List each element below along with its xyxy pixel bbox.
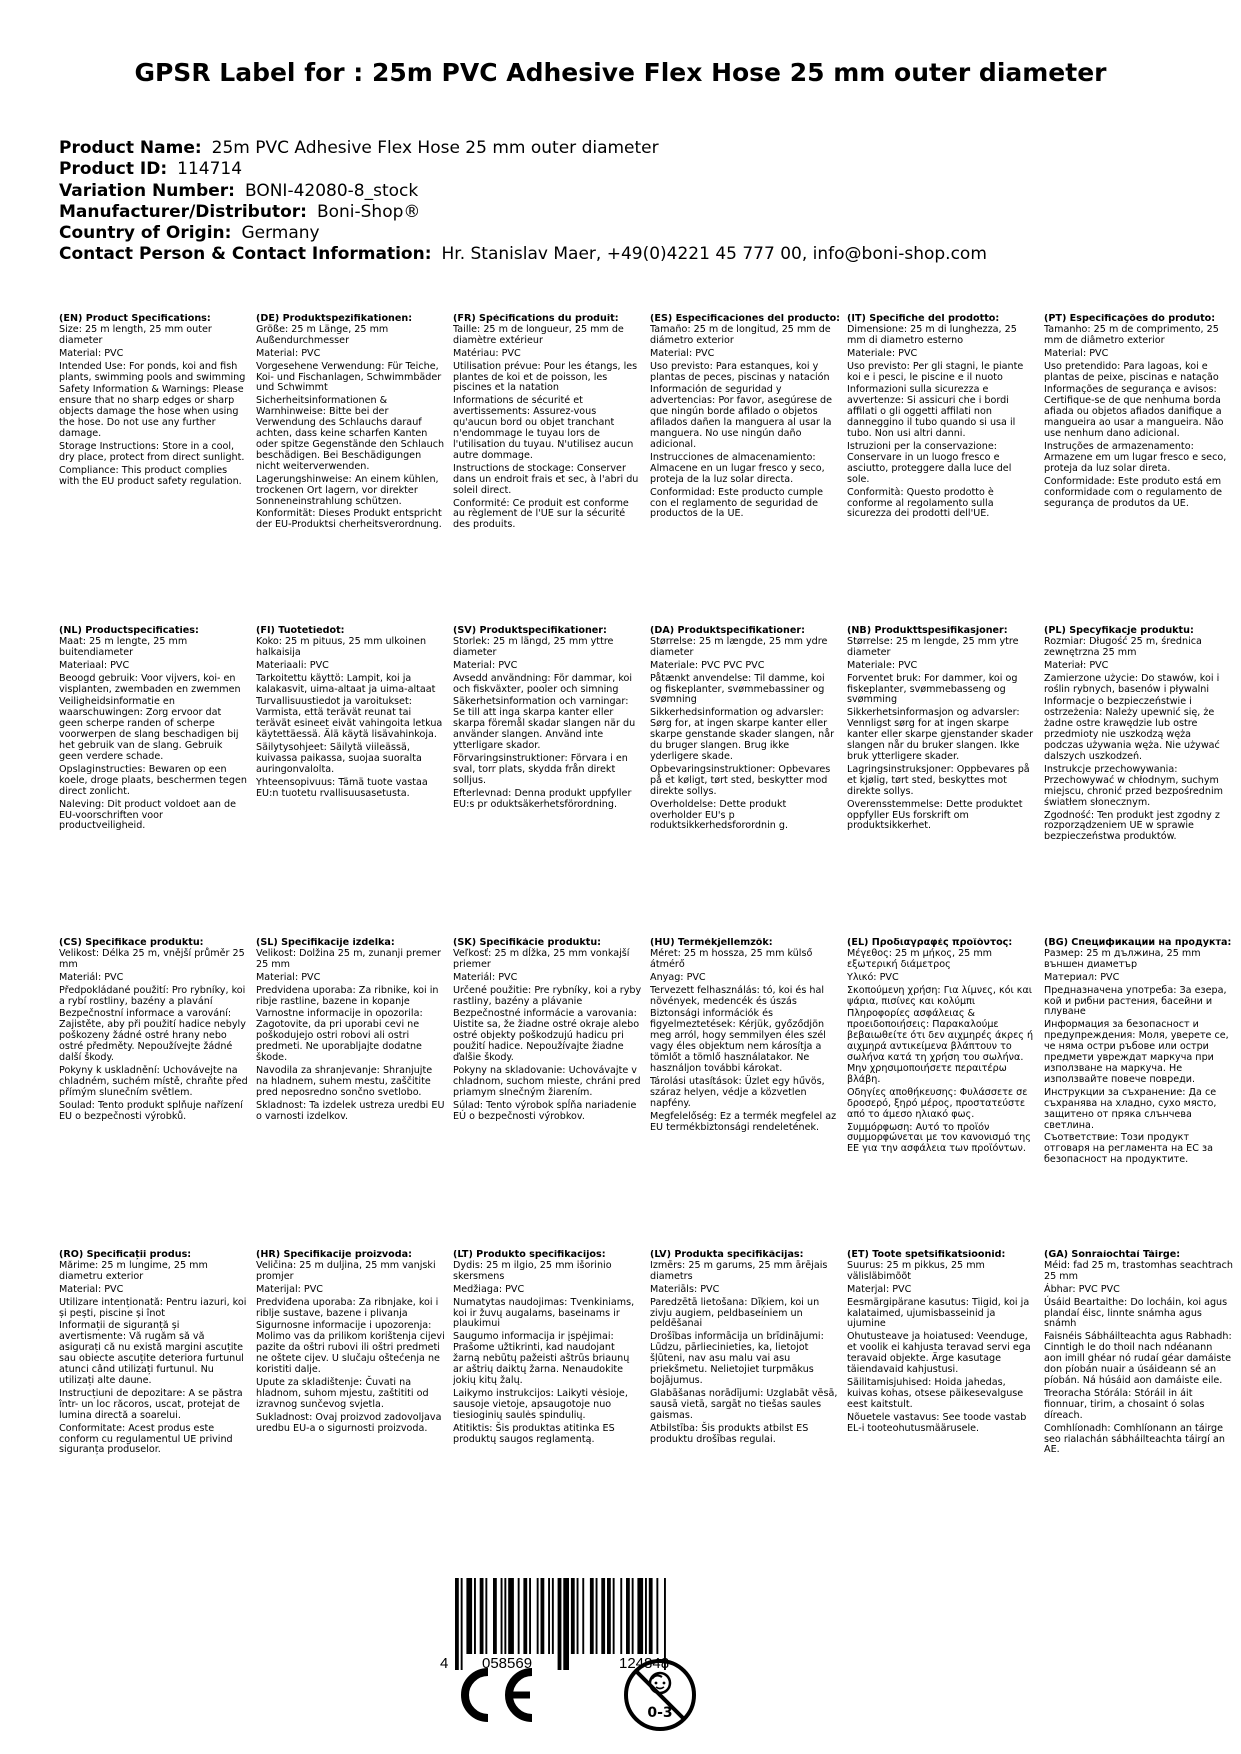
spec-paragraph: Size: 25 m length, 25 mm outer diameter	[59, 323, 212, 346]
spec-block	[650, 314, 847, 626]
spec-paragraph: Atitiktis: Šis produktas atitinka ES produktų saugos reglamentą.	[453, 1422, 615, 1445]
spec-paragraph: Safety Information & Warnings: Please ensure that no sharp edges or sharp objects damage the hose when using the hose. Do not use any further damage.	[59, 384, 244, 440]
barcode-bar	[541, 1578, 545, 1654]
barcode-bar	[504, 1578, 506, 1654]
spec-paragraph: Maat: 25 m lengte, 25 mm buitendiameter	[59, 635, 188, 658]
info-contact	[59, 244, 1199, 265]
spec-heading: (LT) Produkto specifikacijos:	[453, 1250, 606, 1260]
barcode-bar	[649, 1578, 653, 1654]
spec-block	[59, 1250, 256, 1562]
spec-block	[453, 1250, 650, 1562]
spec-block	[453, 938, 650, 1250]
info-value: BONI-42080-8_stock	[244, 180, 419, 201]
spec-heading: (SL) Specifikacije izdelka:	[256, 938, 395, 948]
spec-paragraph: Treoracha Stórála: Stóráil in áit fionnuar, tirim, a chosaint ó solas díreach.	[1044, 1387, 1205, 1421]
spec-paragraph: Skladnost: Ta izdelek ustreza uredbi EU o varnosti izdelkov.	[256, 1099, 445, 1122]
spec-paragraph: Mărime: 25 m lungime, 25 mm diametru exterior	[59, 1259, 208, 1282]
spec-paragraph: Comhlíonadh: Comhlíonann an táirge seo rialachán sábháilteachta táirgí an AE.	[1044, 1422, 1225, 1456]
spec-paragraph: Informações de segurança e avisos: Certifique-se de que nenhuma borda afiada ou objetos afiados danifique a mangueira ao usar a mangueira. Não use nenhum dano adicional.	[1044, 384, 1224, 440]
spec-paragraph: Συμμόρφωση: Αυτό το προϊόν συμμορφώνεται με τον κανονισμό της ΕΕ για την ασφάλεια των προϊόντων.	[847, 1121, 1031, 1155]
barcode-bar	[474, 1578, 476, 1654]
spec-heading: (BG) Спецификации на продукта:	[1044, 938, 1232, 948]
spec-paragraph: Istruzioni per la conservazione: Conservare in un luogo fresco e asciutto, proteggere dalla luce del sole.	[847, 440, 1012, 485]
spec-heading: (CS) Specifikace produktu:	[59, 938, 204, 948]
info-label: Manufacturer/Distributor:	[59, 201, 307, 222]
barcode-bar	[537, 1578, 539, 1654]
spec-paragraph: Forventet bruk: For dammer, koi og fiskeplanter, svømmebasseng og svømming	[847, 672, 1018, 706]
spec-paragraph: Tamanho: 25 m de comprimento, 25 mm de diâmetro exterior	[1044, 323, 1219, 346]
spec-paragraph: Material: PVC	[650, 347, 715, 359]
spec-paragraph: Material: PVC	[256, 971, 321, 983]
spec-paragraph: Medžiaga: PVC	[453, 1283, 525, 1295]
spec-grid	[59, 314, 1233, 1562]
spec-paragraph: Materiāls: PVC	[650, 1283, 720, 1295]
spec-heading: (ET) Toote spetsifikatsioonid:	[847, 1250, 1006, 1260]
spec-paragraph: Påtænkt anvendelse: Til damme, koi og fiskeplanter, svømmebassiner og svømning	[650, 672, 825, 706]
spec-paragraph: Nõuetele vastavus: See toode vastab EL-i tooteohutusmäärusele.	[847, 1411, 1027, 1434]
spec-heading: (EN) Product Specifications:	[59, 314, 211, 324]
barcode-bar	[626, 1578, 630, 1654]
info-product-id	[59, 159, 1199, 180]
spec-block	[650, 626, 847, 938]
spec-paragraph: Compliance: This product complies with the EU product safety regulation.	[59, 464, 242, 487]
spec-paragraph: Säkerhetsinformation och varningar: Se till att inga skarpa kanter eller skarpa föremål skadar slangen när du använder slangen. Använd inte ytterligare skador.	[453, 696, 636, 752]
spec-paragraph: Σκοπούμενη χρήση: Για λίμνες, κόι και ψάρια, πισίνες και κολύμπι	[847, 984, 1033, 1007]
info-value: Hr. Stanislav Maer, +49(0)4221 45 777 00, info@boni-shop.com	[441, 244, 987, 265]
barcode-bar	[613, 1578, 615, 1654]
spec-paragraph: Materiál: PVC	[453, 971, 518, 983]
spec-paragraph: Anyag: PVC	[650, 971, 706, 983]
spec-heading: (NL) Productspecificaties:	[59, 626, 199, 636]
spec-heading: (RO) Specificații produs:	[59, 1250, 192, 1260]
spec-paragraph: Saugumo informacija ir įspėjimai: Prašome užtikrinti, kad naudojant žarną nebūtų pažeisti aštrūs briaunų ar aštrių daiktų žarna. Nenaudokite jokių kitų žalų.	[453, 1331, 630, 1386]
spec-paragraph: Conformidad: Este producto cumple con el reglamento de seguridad de productos de la UE.	[650, 486, 823, 520]
spec-paragraph: Matériau: PVC	[453, 347, 521, 359]
spec-paragraph: Materjal: PVC	[847, 1283, 912, 1295]
spec-paragraph: Sikkerhedsinformation og advarsler: Sørg for, at ingen skarpe kanter eller skarpe genstande skader slangen, når du bruger slangen. Brug ikke yderligere skade.	[650, 707, 835, 762]
spec-paragraph: Koko: 25 m pituus, 25 mm ulkoinen halkaisija	[256, 635, 427, 658]
spec-block	[847, 314, 1044, 626]
spec-paragraph: Tervezett felhasználás: tó, koi és hal növények, medencék és úszás	[650, 984, 824, 1007]
spec-block	[650, 938, 847, 1250]
info-label: Product Name:	[59, 138, 202, 158]
spec-paragraph: Zamierzone użycie: Do stawów, koi i roślin rybnych, basenów i pływalni	[1044, 672, 1220, 695]
spec-heading: (PL) Specyfikacje produktu:	[1044, 626, 1194, 636]
barcode-bar	[493, 1578, 497, 1654]
barcode-bar	[590, 1578, 594, 1654]
spec-paragraph: Lagerungshinweise: An einem kühlen, trockenen Ort lagern, vor direkter Sonneneinstrahlung schützen.	[256, 473, 439, 507]
spec-paragraph: Taille: 25 m de longueur, 25 mm de diamètre extérieur	[453, 323, 624, 346]
spec-paragraph: Größe: 25 m Länge, 25 mm Außendurchmesser	[256, 323, 389, 346]
spec-paragraph: Instrucțiuni de depozitare: A se păstra într- un loc răcoros, uscat, protejat de lumina directă a soarelui.	[59, 1387, 243, 1421]
spec-paragraph: Vorgesehene Verwendung: Für Teiche, Koi- und Fischanlagen, Schwimmbäder und Schwimmt	[256, 360, 442, 394]
spec-paragraph: Drošības informācija un brīdinājumi: Lūdzu, pārliecinieties, ka, lietojot šļūteni, nav asu malu vai asu priekšmetu. Nelietojiet turpmākus bojājumus.	[650, 1331, 824, 1386]
spec-paragraph: Velikost: Dolžina 25 m, zunanji premer 25 mm	[256, 947, 441, 970]
spec-block	[650, 1250, 847, 1562]
spec-paragraph: Súlad: Tento výrobok spĺňa nariadenie EÚ o bezpečnosti výrobkov.	[453, 1099, 637, 1122]
spec-paragraph: Materiál: PVC	[59, 971, 124, 983]
barcode-bar	[485, 1578, 487, 1654]
info-label: Country of Origin:	[59, 223, 232, 244]
info-value: Boni-Shop®	[316, 201, 421, 222]
spec-paragraph: Uso pretendido: Para lagoas, koi e plantas de peixe, piscinas e natação	[1044, 360, 1219, 383]
spec-paragraph: Ohutusteave ja hoiatused: Veenduge, et voolik ei kahjusta teravad servi ega teravaid objekte. Ärge kasutage täiendavaid kahjustusi.	[847, 1331, 1031, 1376]
barcode-bar	[645, 1578, 647, 1654]
spec-paragraph: Yhteensopivuus: Tämä tuote vastaa EU:n tuotetu rvallisuusasetusta.	[256, 776, 428, 799]
spec-paragraph: Informazioni sulla sicurezza e avvertenze: Si assicuri che i bordi affilati o gli oggetti affilati non danneggino il tubo quando si usa il tubo. Non usi altri danni.	[847, 384, 1016, 440]
spec-paragraph: Informations de sécurité et avertissements: Assurez-vous qu'aucun bord ou objet tranchant n'endommage le tuyau lors de l'utilisation du tuyau. N'utilisez aucun autre dommage.	[453, 395, 634, 461]
spec-paragraph: Varnostne informacije in opozorila: Zagotovite, da pri uporabi cevi ne poškodujejo ostri robovi ali ostri predmeti. Ne uporabljajte dodatne škode.	[256, 1008, 423, 1064]
spec-paragraph: Materiał: PVC	[1044, 659, 1109, 671]
spec-paragraph: Sicherheitsinformationen & Warnhinweise: Bitte bei der Verwendung des Schlauchs darauf achten, dass keine scharfen Kanten oder spitze Gegenstände den Schlauch beschädigen. Bei Beschädigungen nicht weiterverwenden.	[256, 395, 445, 472]
spec-paragraph: Bezpečnostné informácie a varovania: Uistite sa, že žiadne ostré okraje alebo ostré objekty poškodzujú hadicu pri použití hadice. Nepoužívajte žiadne ďalšie škody.	[453, 1008, 640, 1064]
barcode-bar	[620, 1578, 622, 1654]
spec-paragraph: Naleving: Dit product voldoet aan de EU-voorschriften voor productveiligheid.	[59, 798, 236, 832]
spec-block	[59, 938, 256, 1250]
info-label: Contact Person & Contact Information:	[59, 244, 432, 265]
spec-paragraph: Οδηγίες αποθήκευσης: Φυλάσσετε σε δροσερό, ξηρό μέρος, προστατεύστε από το άμεσο ηλιακό φως.	[847, 1086, 1028, 1120]
spec-paragraph: Soulad: Tento produkt splňuje nařízení EU o bezpečnosti výrobků.	[59, 1099, 243, 1122]
barcode-digit-prefix: 4	[440, 1655, 449, 1672]
spec-paragraph: Méid: fad 25 m, trastomhas seachtrach 25 mm	[1044, 1259, 1233, 1282]
info-label: Variation Number:	[59, 180, 235, 201]
spec-paragraph: Инструкции за съхранение: Да се съхранява на хладно, сухо място, защитено от пряка слънчева светлина.	[1044, 1086, 1217, 1131]
spec-paragraph: Instrukcje przechowywania: Przechowywać w chłodnym, suchym miejscu, chronić przed bezpośrednim światłem słonecznym.	[1044, 763, 1223, 808]
spec-paragraph: Materiaali: PVC	[256, 659, 329, 671]
barcode-bar	[480, 1578, 484, 1654]
spec-block	[1044, 938, 1241, 1250]
spec-heading: (SK) Špecifikácie produktu:	[453, 938, 602, 948]
barcode-bar	[601, 1578, 605, 1654]
spec-paragraph: Veiligheidsinformatie en waarschuwingen: Zorg ervoor dat geen scherpe randen of scherpe voorwerpen de slang beschadigen bij het gebruik van de slang. Gebruik geen verdere schade.	[59, 696, 239, 762]
spec-paragraph: Avsedd användning: För dammar, koi och fiskväxter, pooler och simning	[453, 672, 633, 695]
barcode-digit-left: 058569	[482, 1655, 533, 1672]
spec-paragraph: Tamaño: 25 m de longitud, 25 mm de diámetro exterior	[650, 323, 831, 346]
spec-block	[1044, 1250, 1241, 1562]
spec-paragraph: Pokyny k uskladnění: Uchovávejte na chladném, suchém místě, chraňte před přímým slunečním světlem.	[59, 1064, 248, 1098]
spec-paragraph: Materijal: PVC	[256, 1283, 323, 1295]
spec-paragraph: Méret: 25 m hossza, 25 mm külső átmérő	[650, 947, 813, 970]
spec-paragraph: Faisnéis Sábháilteachta agus Rabhadh: Cinntigh le do thoil nach ndéanann aon imill ghéar nó rudaí géar damáiste don píobán nuair a úsáideann sé an píobán. Ná húsáid aon damáiste eile.	[1044, 1331, 1232, 1386]
spec-paragraph: Dimensione: 25 m di lunghezza, 25 mm di diametro esterno	[847, 323, 1017, 346]
spec-paragraph: Conformità: Questo prodotto è conforme al regolamento sulla sicurezza dei prodotti dell'UE.	[847, 486, 994, 520]
spec-paragraph: Overensstemmelse: Dette produktet oppfyller EUs forskrift om produktsikkerhet.	[847, 798, 1023, 832]
spec-paragraph: Predviđena uporaba: Za ribnjake, koi i riblje sustave, bazene i plivanja	[256, 1296, 439, 1319]
spec-paragraph: Opbevaringsinstruktioner: Opbevares på et køligt, tørt sted, beskytter mod direkte sollys.	[650, 763, 831, 797]
barcode-bar	[632, 1578, 634, 1654]
spec-paragraph: Konformität: Dieses Produkt entspricht der EU-Produktsi cherheitsverordnung.	[256, 508, 442, 531]
spec-paragraph: Conformidade: Este produto está em conformidade com o regulamento de segurança de produtos da UE.	[1044, 475, 1223, 509]
info-manufacturer	[59, 202, 1199, 223]
spec-paragraph: Předpokládané použití: Pro rybníky, koi a rybí rostliny, bazény a plavání	[59, 984, 246, 1007]
spec-paragraph: Tárolási utasítások: Üzlet egy hűvös, száraz helyen, védje a közvetlen napfény.	[650, 1075, 825, 1109]
info-country	[59, 223, 1199, 244]
spec-paragraph: Predvidena uporaba: Za ribnike, koi in ribje rastline, bazene in kopanje	[256, 984, 439, 1007]
spec-paragraph: Materiale: PVC PVC PVC	[650, 659, 765, 671]
spec-paragraph: Paredzētā lietošana: Dīķiem, koi un zivju augiem, peldbaseiniem un peldēšanai	[650, 1296, 820, 1330]
spec-paragraph: Zgodność: Ten produkt jest zgodny z rozporządzeniem UE w sprawie bezpieczeństwa produktów.	[1044, 809, 1220, 843]
spec-heading: (DE) Produktspezifikationen:	[256, 314, 413, 324]
barcode-bar	[466, 1578, 472, 1654]
barcode-bar	[596, 1578, 598, 1654]
spec-paragraph: Navodila za shranjevanje: Shranjujte na hladnem, suhem mestu, zaščitite pred neposredno sončno svetlobo.	[256, 1064, 433, 1098]
barcode-bar	[529, 1578, 531, 1654]
spec-paragraph: Velikost: Délka 25 m, vnější průměr 25 mm	[59, 947, 245, 970]
spec-block	[453, 626, 650, 938]
spec-paragraph: Materiaal: PVC	[59, 659, 130, 671]
spec-paragraph: Turvallisuustiedot ja varoitukset: Varmista, että terävät reunat tai terävät esineet eivät vahingoita letkua käytettäessä. Älä käytä lisävahinkoja.	[256, 696, 443, 741]
spec-paragraph: Förvaringsinstruktioner: Förvara i en sval, torr plats, skydda från direkt solljus.	[453, 752, 628, 786]
spec-paragraph: Uso previsto: Per gli stagni, le piante koi e i pesci, le piscine e il nuoto	[847, 360, 1024, 383]
barcode-bar	[523, 1578, 527, 1654]
page-title: GPSR Label for : 25m PVC Adhesive Flex Hose 25 mm outer diameter	[134, 58, 1107, 87]
barcode-bar	[607, 1578, 611, 1654]
barcode-bar	[552, 1578, 554, 1654]
spec-paragraph: Предназначена употреба: За езера, кой и рибни растения, басейни и плуване	[1044, 984, 1227, 1018]
spec-block	[256, 1250, 453, 1562]
spec-paragraph: Veľkosť: 25 m dĺžka, 25 mm vonkajší priemer	[453, 947, 630, 970]
spec-heading: (LV) Produkta specifikācijas:	[650, 1250, 804, 1260]
info-variation-number	[59, 181, 1199, 202]
spec-paragraph: Opslaginstructies: Bewaren op een koele, droge plaats, beschermen tegen direct zonlicht.	[59, 763, 247, 797]
barcode-digit-right: 124848	[619, 1655, 670, 1672]
spec-paragraph: Beoogd gebruik: Voor vijvers, koi- en visplanten, zwembaden en zwemmen	[59, 672, 241, 695]
spec-heading: (HU) Termékjellemzők:	[650, 938, 773, 948]
spec-paragraph: Material: PVC	[59, 1283, 124, 1295]
spec-paragraph: Overholdelse: Dette produkt overholder EU's p roduktsikkerhedsforordnin g.	[650, 798, 789, 832]
info-value: 114714	[177, 159, 243, 180]
barcode-bar	[637, 1578, 643, 1654]
info-label: Product ID:	[59, 159, 168, 180]
spec-paragraph: Съответствие: Този продукт отговаря на регламента на ЕС за безопасност на продуктите.	[1044, 1132, 1213, 1166]
spec-paragraph: Material: PVC	[1044, 347, 1109, 359]
spec-paragraph: Určené použitie: Pre rybníky, koi a ryby rastliny, bazény a plávanie	[453, 984, 642, 1007]
spec-paragraph: Størrelse: 25 m længde, 25 mm ydre diameter	[650, 635, 828, 658]
spec-paragraph: Информация за безопасност и предупреждения: Моля, уверете се, че няма остри ръбове или остри предмети увреждат маркуча при използване на маркуча. Не използвайте повече повреди.	[1044, 1019, 1229, 1085]
spec-paragraph: Conformitate: Acest produs este conform cu regulamentul UE privind siguranța produselor.	[59, 1422, 233, 1456]
spec-paragraph: Izmērs: 25 m garums, 25 mm ārējais diametrs	[650, 1259, 828, 1282]
spec-block	[256, 314, 453, 626]
spec-paragraph: Dydis: 25 m ilgio, 25 mm išorinio skersmens	[453, 1259, 612, 1282]
spec-heading: (GA) Sonraíochtaí Táirge:	[1044, 1250, 1181, 1260]
spec-block	[847, 1250, 1044, 1562]
spec-heading: (NB) Produkttspesifikasjoner:	[847, 626, 1008, 636]
svg-text:0-3: 0-3	[647, 1705, 673, 1721]
spec-heading: (SV) Produktspecifikationer:	[453, 626, 607, 636]
spec-paragraph: Material: PVC	[453, 659, 518, 671]
spec-paragraph: Säilitamisjuhised: Hoida jahedas, kuivas kohas, otsese päikesevalguse eest kaitstult.	[847, 1376, 1024, 1410]
spec-paragraph: Numatytas naudojimas: Tvenkiniams, koi ir žuvų augalams, baseinams ir plaukimui	[453, 1296, 635, 1330]
spec-paragraph: Μέγεθος: 25 m μήκος, 25 mm εξωτερική διάμετρος	[847, 947, 993, 970]
barcode-bar	[577, 1578, 579, 1654]
barcode-bar	[548, 1578, 550, 1654]
spec-block	[847, 626, 1044, 938]
barcode-bar	[571, 1578, 575, 1654]
spec-paragraph: Laikymo instrukcijos: Laikyti vėsioje, sausoje vietoje, apsaugotoje nuo tiesioginių saulės spindulių.	[453, 1387, 628, 1421]
spec-block	[59, 626, 256, 938]
spec-paragraph: Megfelelőség: Ez a termék megfelel az EU termékbiztonsági rendeletének.	[650, 1110, 837, 1133]
spec-paragraph: Størrelse: 25 m lengde, 25 mm ytre diameter	[847, 635, 1019, 658]
spec-paragraph: Utilizare intenționată: Pentru iazuri, koi și pești, piscine și înot	[59, 1296, 247, 1319]
spec-paragraph: Instruções de armazenamento: Armazene em um lugar fresco e seco, proteja da luz solar direta.	[1044, 440, 1227, 474]
spec-heading: (EL) Προδιαγραφές προϊόντος:	[847, 938, 1013, 948]
spec-paragraph: Efterlevnad: Denna produkt uppfyller EU:s pr oduktsäkerhetsförordning.	[453, 787, 632, 810]
spec-paragraph: Material: PVC	[256, 347, 321, 359]
spec-paragraph: Pokyny na skladovanie: Uchovávajte v chladnom, suchom mieste, chráni pred priamym slnečným žiarením.	[453, 1064, 641, 1098]
spec-paragraph: Atbilstība: Šis produkts atbilst ES produktu drošības regulai.	[650, 1422, 809, 1445]
spec-paragraph: Materiale: PVC	[847, 659, 918, 671]
ce-mark-icon	[452, 1664, 538, 1726]
spec-heading: (DA) Produktspecifikationer:	[650, 626, 805, 636]
spec-block	[1044, 314, 1241, 626]
spec-paragraph: Lagringsinstruksjoner: Oppbevares på et kjølig, tørt sted, beskyttes mot direkte sollys.	[847, 763, 1030, 797]
info-value: 25m PVC Adhesive Flex Hose 25 mm outer diameter	[211, 138, 659, 158]
info-product-name	[59, 138, 1199, 159]
spec-paragraph: Υλικό: PVC	[847, 971, 899, 983]
age-warning-0-3-icon	[622, 1657, 698, 1733]
spec-paragraph: Materiale: PVC	[847, 347, 918, 359]
spec-paragraph: Rozmiar: Długość 25 m, średnica zewnętrzna 25 mm	[1044, 635, 1202, 658]
spec-paragraph: Ábhar: PVC PVC	[1044, 1283, 1120, 1295]
spec-block	[256, 938, 453, 1250]
spec-paragraph: Sigurnosne informacije i upozorenja: Molimo vas da prilikom korištenja cijevi pazite da oštri rubovi ili oštri predmeti ne oštete cijev. U slučaju oštećenja ne koristiti dalje.	[256, 1320, 445, 1376]
spec-block	[256, 626, 453, 938]
spec-block	[59, 314, 256, 626]
spec-block	[453, 314, 650, 626]
spec-paragraph: Πληροφορίες ασφάλειας & προειδοποιήσεις: Παρακαλούμε βεβαιωθείτε ότι δεν αιχμηρές άκρες ή αιχμηρά αντικείμενα βλάπτουν το σωλήνα κατά τη χρήση του σωλήνα. Μην χρησιμοποιήσετε περαιτέρω βλάβη.	[847, 1008, 1034, 1085]
spec-heading: (PT) Especificações do produto:	[1044, 314, 1216, 324]
spec-block	[1044, 626, 1241, 938]
spec-paragraph: Storlek: 25 m längd, 25 mm yttre diameter	[453, 635, 614, 658]
spec-paragraph: Veličina: 25 m duljina, 25 mm vanjski promjer	[256, 1259, 436, 1282]
spec-paragraph: Informacje o bezpieczeństwie i ostrzeżenia: Należy upewnić się, że żadne ostre krawędzie lub ostre przedmioty nie uszkodzą węża podczas używania węża. Nie używać dalszych uszkodzeń.	[1044, 696, 1220, 762]
spec-paragraph: Informații de siguranță și avertismente: Vă rugăm să vă asigurați că nu există margini ascuțite sau obiecte ascuțite deteriora furtunul atunci când utilizați furtunul. Nu utilizați alte daune.	[59, 1320, 244, 1386]
spec-paragraph: Biztonsági információk és figyelmeztetések: Kérjük, győződjön meg arról, hogy semmilyen éles szél vagy éles objektum nem károsítja a tömlőt a tömlő használatakor. Ne használjon további károkat.	[650, 1008, 826, 1074]
spec-paragraph: Upute za skladištenje: Čuvati na hladnom, suhom mjestu, zaštititi od izravnog sunčevog svjetla.	[256, 1376, 429, 1410]
barcode-bar	[656, 1578, 658, 1654]
product-info	[59, 138, 1199, 266]
spec-paragraph: Instrucciones de almacenamiento: Almacene en un lugar fresco y seco, proteja de la luz solar directa.	[650, 451, 825, 485]
spec-block	[847, 938, 1044, 1250]
spec-paragraph: Материал: PVC	[1044, 971, 1120, 983]
spec-paragraph: Úsáid Beartaithe: Do locháin, koi agus plandaí éisc, linnte snámha agus snámh	[1044, 1296, 1228, 1330]
spec-paragraph: Eesmärgipärane kasutus: Tiigid, koi ja kalataimed, ujumisbasseinid ja ujumine	[847, 1296, 1030, 1330]
spec-paragraph: Размер: 25 m дължина, 25 mm външен диаметър	[1044, 947, 1201, 970]
barcode-bar	[508, 1578, 514, 1654]
spec-paragraph: Glabāšanas norādījumi: Uzglabāt vēsā, sausā vietā, sargāt no tiešas saules gaismas.	[650, 1387, 838, 1421]
spec-heading: (FI) Tuotetiedot:	[256, 626, 345, 636]
spec-paragraph: Material: PVC	[59, 347, 124, 359]
spec-paragraph: Suurus: 25 m pikkus, 25 mm välisläbimõõt	[847, 1259, 985, 1282]
spec-paragraph: Conformité: Ce produit est conforme au règlement de l'UE sur la sécurité des produits.	[453, 497, 629, 531]
info-value: Germany	[241, 223, 320, 244]
spec-paragraph: Información de seguridad y advertencias: Por favor, asegúrese de que ningún borde afilado o objetos afilados dañen la manguera al usar la manguera. No use ningún daño adicional.	[650, 384, 833, 450]
barcode-bar	[518, 1578, 520, 1654]
spec-paragraph: Säilytysohjeet: Säilytä viileässä, kuivassa paikassa, suojaa suoralta auringonvalolta.	[256, 742, 422, 775]
spec-paragraph: Sikkerhetsinformasjon og advarsler: Vennligst sørg for at ingen skarpe kanter eller skarpe gjenstander skader slangen når du bruker slangen. Ikke bruk ytterligere skader.	[847, 707, 1034, 762]
barcode-bar	[501, 1578, 503, 1654]
spec-paragraph: Bezpečnostní informace a varování: Zajistěte, aby při použití hadice nebyly poškozeny žádné ostré hrany nebo ostré předměty. Nepoužívejte žádné další škody.	[59, 1008, 246, 1064]
spec-heading: (ES) Especificaciones del producto:	[650, 314, 841, 324]
spec-paragraph: Sukladnost: Ovaj proizvod zadovoljava uredbu EU-a o sigurnosti proizvoda.	[256, 1411, 442, 1434]
spec-paragraph: Storage Instructions: Store in a cool, dry place, protect from direct sunlight.	[59, 440, 245, 463]
spec-paragraph: Intended Use: For ponds, koi and fish plants, swimming pools and swimming	[59, 360, 246, 383]
spec-paragraph: Utilisation prévue: Pour les étangs, les plantes de koi et de poisson, les piscines et la natation	[453, 360, 638, 394]
spec-heading: (HR) Specifikacije proizvoda:	[256, 1250, 412, 1260]
spec-paragraph: Instructions de stockage: Conserver dans un endroit frais et sec, à l'abri du soleil direct.	[453, 462, 639, 496]
spec-heading: (IT) Specifiche del prodotto:	[847, 314, 1000, 324]
barcode-bar	[582, 1578, 584, 1654]
spec-paragraph: Uso previsto: Para estanques, koi y plantas de peces, piscinas y natación	[650, 360, 830, 383]
spec-paragraph: Tarkoitettu käyttö: Lampit, koi ja kalakasvit, uima-altaat ja uima-altaat	[256, 672, 436, 695]
spec-heading: (FR) Spécifications du produit:	[453, 314, 619, 324]
